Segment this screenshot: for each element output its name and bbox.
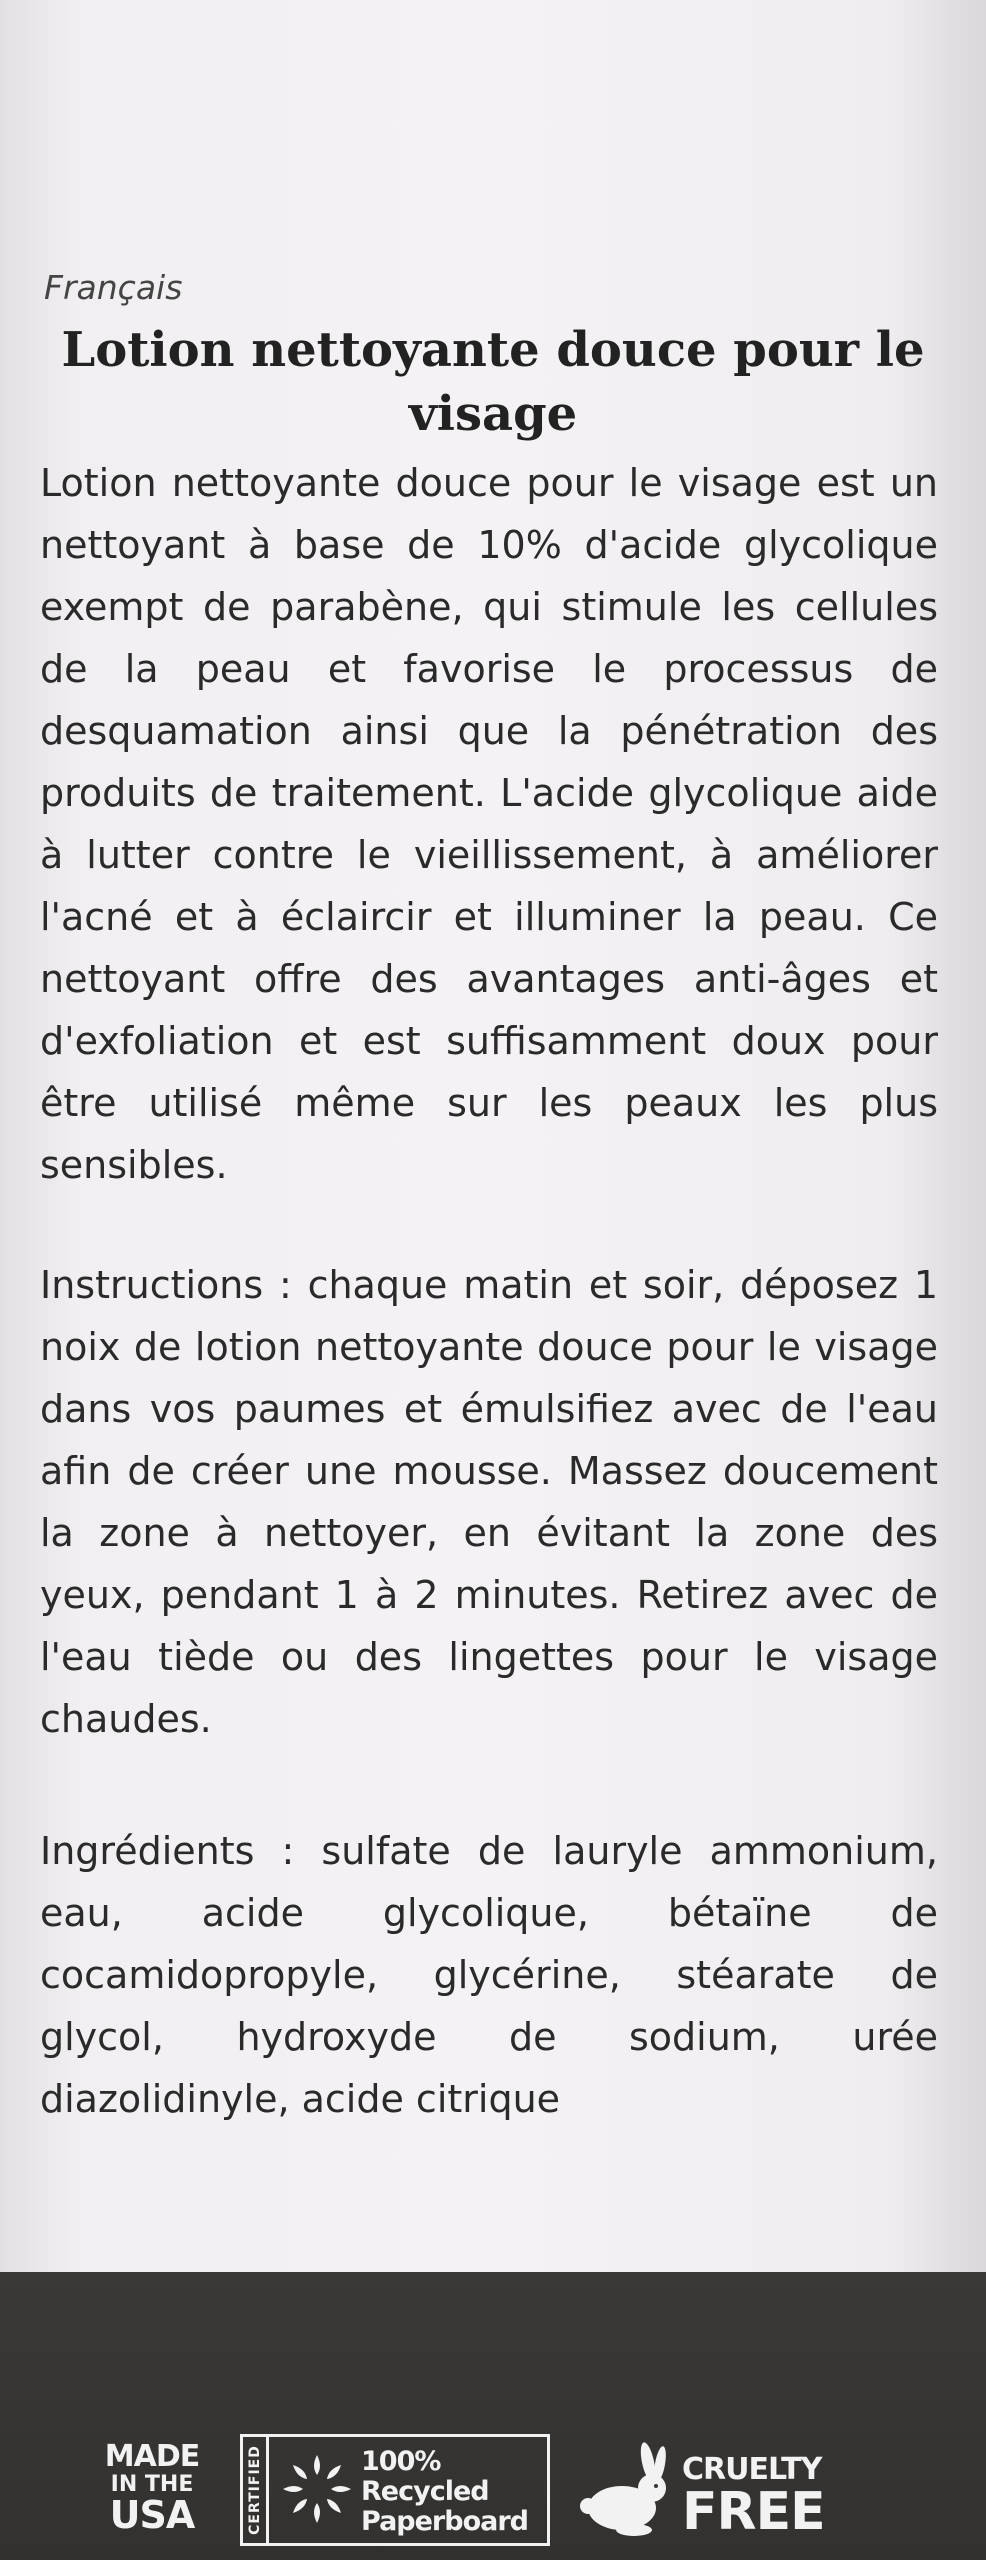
cruelty-free-line2: FREE [682, 2482, 825, 2542]
instructions-paragraph: Instructions : chaque matin et soir, déposez 1 noix de lotion nettoyante douce pour le visage dans vos paumes et émulsifiez avec de l'eau afin de créer une mousse. Massez doucement la zone à nettoyer, en évitant la zone des yeux, pendant 1 à 2 minutes. Retirez avec de l'eau tiède ou des lingettes pour le visage chaudes. [40, 1263, 938, 1741]
product-title: Lotion nettoyante douce pour le visage [61, 322, 925, 442]
language-label: Français [44, 268, 183, 307]
cruelty-free-line1: CRUELTY [682, 2452, 822, 2487]
certified-strip [243, 2437, 269, 2543]
description-paragraph: Lotion nettoyante douce pour le visage est un nettoyant à base de 10% d'acide glycolique exempt de parabène, qui stimule les cellules de la peau et favorise le processus de desquamation ainsi que la pénétration des produits de traitement. L'acide glycolique aide à lutter contre le vieillissement, à améliorer l'acné et à éclaircir et illuminer la peau. Ce nettoyant offre des avantages anti-âges et d'exfoliation et est suffisamment doux pour être utilisé même sur les peaux les plus sensibles. [40, 461, 938, 1187]
recycle-swirl-icon [277, 2449, 357, 2529]
rabbit-icon [574, 2442, 674, 2542]
recycled-text [361, 2447, 528, 2537]
recycled-line3: Paperboard [361, 2506, 528, 2537]
recycled-line2: Recycled [361, 2476, 489, 2507]
made-in-usa-badge [92, 2439, 212, 2537]
made-in-usa-line3: USA [109, 2493, 195, 2537]
recycled-paperboard-badge [240, 2434, 550, 2546]
ingredients-paragraph: Ingrédients : sulfate de lauryle ammonium, eau, acide glycolique, bétaïne de cocamidopropyle, glycérine, stéarate de glycol, hydroxyde de sodium, urée diazolidinyle, acide citrique [40, 1829, 938, 2121]
recycled-line1: 100% [361, 2446, 441, 2477]
cruelty-free-badge [574, 2442, 884, 2542]
made-in-usa-line1: MADE [104, 2439, 200, 2474]
certified-text: CERTIFIED [246, 2445, 263, 2535]
footer-band [0, 2272, 986, 2560]
made-in-usa-line2: IN THE [110, 2472, 194, 2497]
